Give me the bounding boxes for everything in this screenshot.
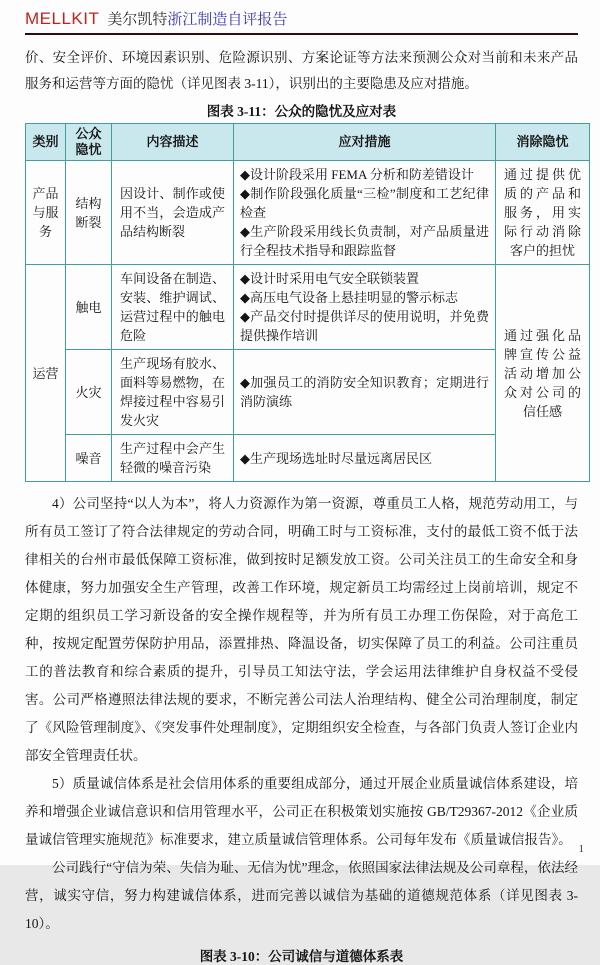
measures-cell [234,161,496,265]
report-subtitle: 浙江制造自评报告 [167,12,288,28]
measure-item: ◆生产现场选址时尽量远离居民区 [240,450,432,466]
brand-logo: MELLKIT [25,9,100,28]
intro-paragraph: 价、安全评价、环境因素识别、危险源识别、方案论证等方法来预测公众对当前和未来产品服务和运营等方面的隐忧（详见图表 3-11），识别出的主要隐患及应对措施。 [25,50,578,91]
measures-cell [234,350,496,435]
report-header [25,8,578,35]
paragraph-6: 公司践行“守信为荣、失信为耻、无信为忧”理念，依照国家法律法规及公司章程，依法经营，诚实守信，努力构建诚信体系，进而完善以诚信为基础的道德规范体系（详见图表 3-10）。 [25,860,578,931]
concern-cell: 触电 [66,265,112,350]
table-header-row [26,124,590,161]
description-cell: 生产现场有胶水、面料等易燃物，在焊接过程中容易引发火灾 [112,350,234,435]
col-header-elimination: 消除隐忧 [496,124,590,161]
body-text [25,490,578,938]
measures-cell [234,435,496,482]
measure-item: ◆高压电气设备上悬挂明显的警示标志 [240,290,458,305]
measure-item: ◆制作阶段强化质量“三检”制度和工艺纪律检查 [240,186,489,220]
paragraph-5: 5）质量诚信体系是社会信用体系的重要组成部分，通过开展企业质量诚信体系建设，培养和增强企业诚信意识和信用管理水平，公司正在积极策划实施按 GB/T29367-2012《企业质量诚信管理实施规范》标准要求，建立质量诚信管理体系。公司每年发布《质量诚信报告》。 [25,776,578,847]
col-header-category: 类别 [26,124,66,161]
col-header-measures: 应对措施 [234,124,496,161]
concern-cell: 结构断裂 [66,161,112,265]
description-cell: 车间设备在制造、安装、维护调试、运营过程中的触电危险 [112,265,234,350]
measures-cell [234,265,496,350]
table-row [26,161,590,265]
measure-item: ◆产品交付时提供详尽的使用说明，并免费提供操作培训 [240,309,489,343]
brand-name-cn: 美尔凯特 [107,12,168,28]
category-cell: 产品与服务 [26,161,66,265]
concern-cell: 噪音 [66,435,112,482]
public-concerns-table [25,123,590,482]
elimination-cell: 通过提供优质的产品和服务，用实际行动消除客户的担忧 [496,161,590,265]
table-row [26,265,590,350]
description-cell: 生产过程中会产生轻微的噪音污染 [112,435,234,482]
table-caption-top: 图表 3-11：公众的隐忧及应对表 [206,104,397,119]
measure-item: ◆加强员工的消防安全知识教育；定期进行消防演练 [240,375,489,409]
measure-item: ◆设计阶段采用 FEMA 分析和防差错设计 [240,167,474,182]
measure-item: ◆设计时采用电气安全联锁装置 [240,271,419,286]
description-cell: 因设计、制作或使用不当，会造成产品结构断裂 [112,161,234,265]
col-header-description: 内容描述 [112,124,234,161]
table-caption-bottom: 图表 3-10：公司诚信与道德体系表 [199,949,404,964]
concern-cell: 火灾 [66,350,112,435]
elimination-cell: 通过强化品牌宣传公益活动增加公众对公司的信任感 [496,265,590,482]
paragraph-4: 4）公司坚持“以人为本”，将人力资源作为第一资源，尊重员工人格，规范劳动用工，与所有员工签订了符合法律规定的劳动合同，明确工时与工资标准，支付的最低工资不低于法律相关的台州市最低保障工资标准，做到按时足额发放工资。公司关注员工的生命安全和身体健康，努力加强安全生产管理，改善工作环境，规定新员工均需经过上岗前培训，规定不定期的组织员工学习新设备的安全操作规程等，并为所有员工办理工伤保险，对于高危工种，按规定配置劳保防护用品，添置排热、降温设备，切实保障了员工的利益。公司注重员工的普法教育和综合素质的提升，引导员工知法守法，学会运用法律维护自身权益不受侵害。公司严格遵照法律法规的要求，不断完善公司法人治理结构、健全公司治理制度，制定了《风险管理制度》、《突发事件处理制度》，定期组织安全检查，与各部门负责人签订企业内部安全管理责任状。 [25,496,578,763]
page-number: 1 [578,843,584,855]
measure-item: ◆生产阶段采用线长负责制，对产品质量进行全程技术指导和跟踪监督 [240,224,489,258]
col-header-concern: 公众隐忧 [66,124,112,161]
category-cell: 运营 [26,265,66,482]
